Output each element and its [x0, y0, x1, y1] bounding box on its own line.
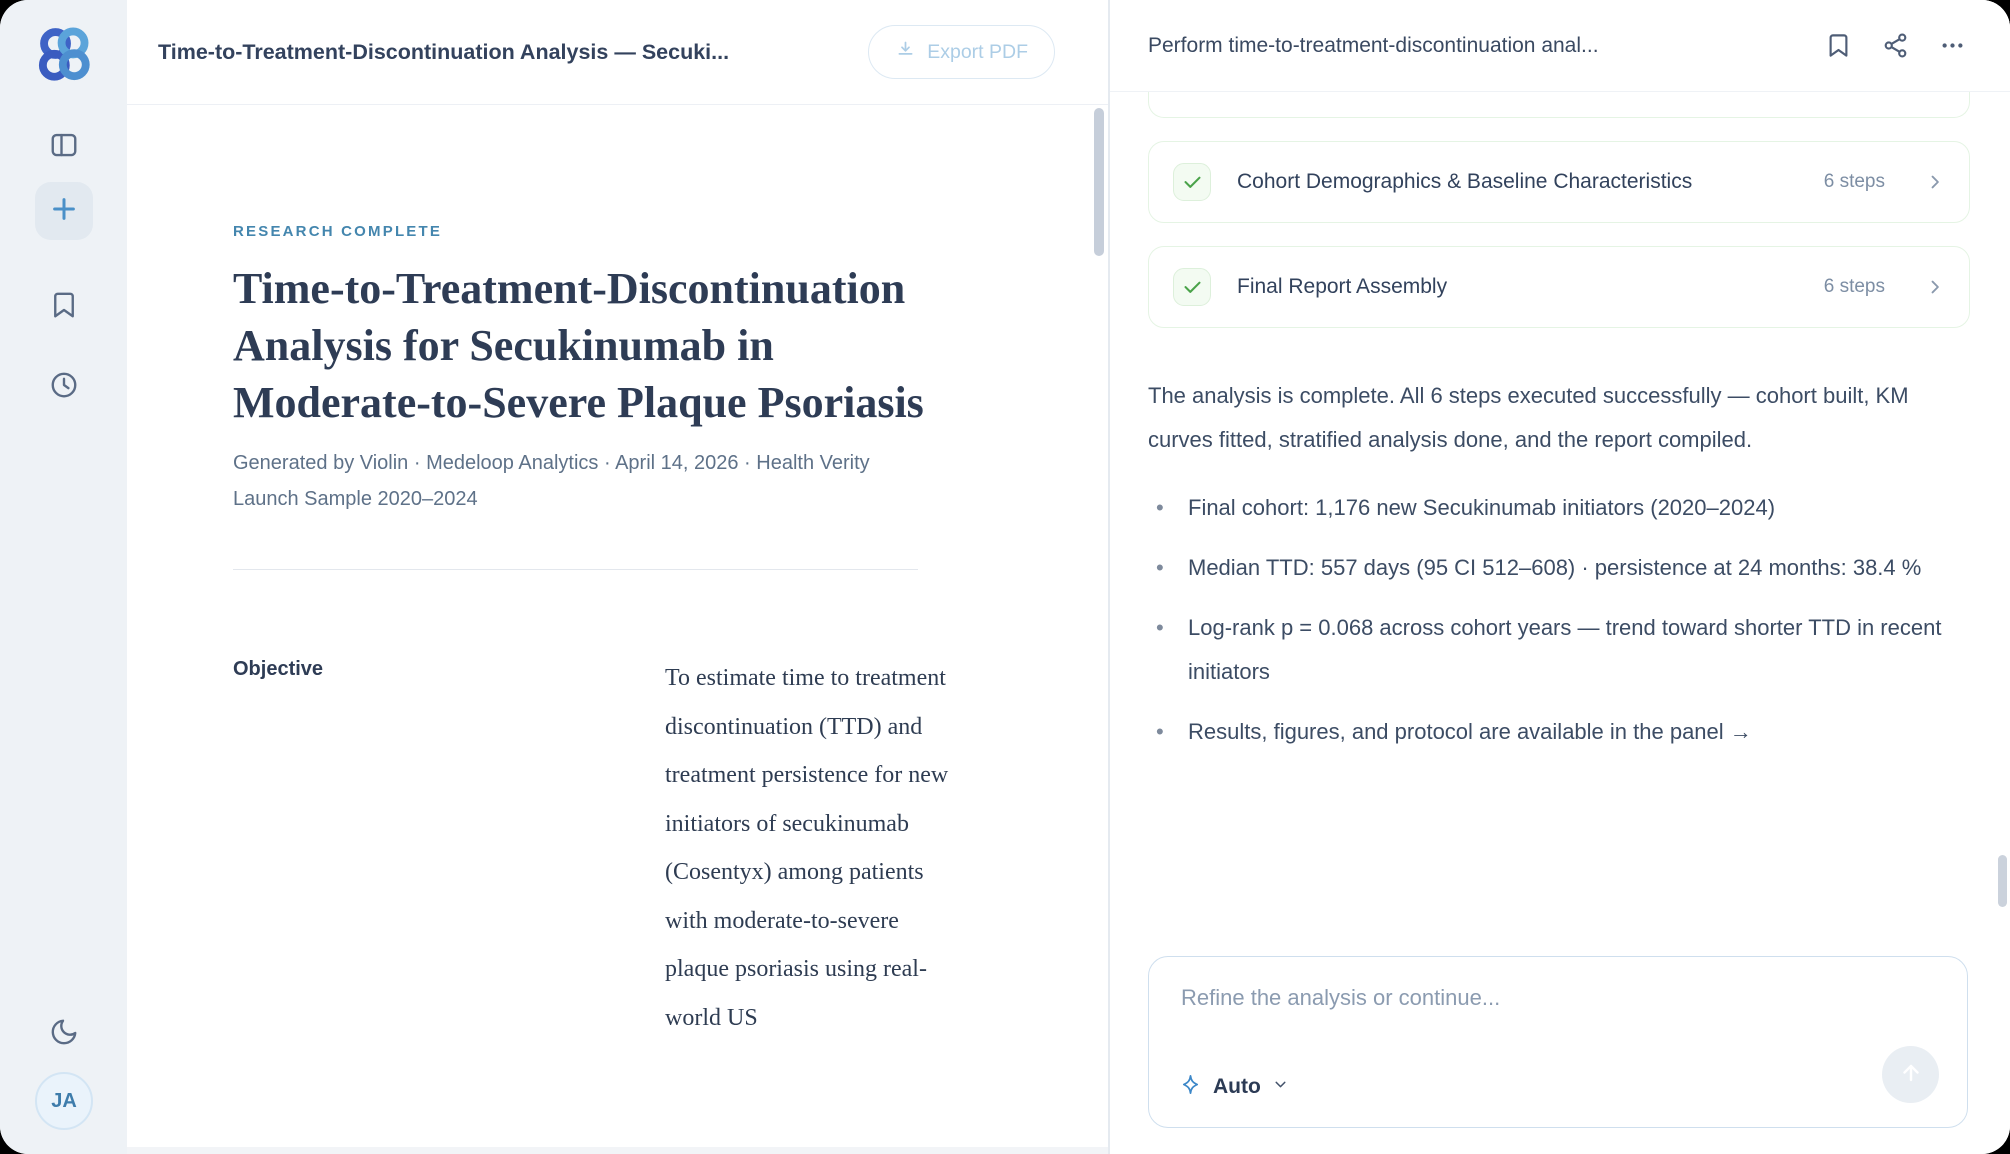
panel-divider — [1108, 0, 1110, 1154]
list-item: • Log-rank p = 0.068 across cohort years — trend toward shorter TTD in recent initiators — [1148, 606, 1970, 694]
list-item: • Final cohort: 1,176 new Secukinumab initiators (2020–2024) — [1148, 486, 1970, 530]
send-button[interactable] — [1882, 1046, 1939, 1103]
clock-icon — [49, 370, 79, 405]
doc-panel — [127, 0, 1108, 1154]
ellipsis-icon — [1939, 46, 1966, 63]
plus-icon — [49, 194, 79, 229]
chat-header — [1110, 0, 2010, 92]
report-byline: Generated by Violin · Medeloop Analytics · April 14, 2026 · Health Verity Launch Sample 2020–2024 — [233, 452, 870, 510]
doc-title: Time-to-Treatment-Discontinuation Analysis — Secuki... — [158, 39, 730, 64]
list-item: • Results, figures, and protocol are available in the panel → — [1148, 710, 1970, 754]
new-research-button[interactable] — [35, 182, 93, 240]
check-icon — [1173, 163, 1211, 201]
report-document — [127, 105, 1108, 1147]
download-icon — [895, 39, 916, 66]
task-title: Cohort Demographics & Baseline Characteristics — [1237, 170, 1693, 193]
section-label: Objective — [233, 658, 324, 680]
sidebar-toggle-button[interactable] — [35, 118, 93, 176]
composer-input[interactable] — [1181, 985, 1857, 1043]
chevron-down-icon — [1272, 1076, 1289, 1098]
task-title: Final Report Assembly — [1237, 275, 1448, 298]
chat-header-title: Perform time-to-treatment-discontinuation anal... — [1148, 33, 1599, 57]
sidebar-item-history[interactable] — [35, 358, 93, 416]
share-button[interactable] — [1882, 32, 1909, 59]
chevron-right-icon — [1925, 172, 1945, 192]
model-selector-label: Auto — [1213, 1075, 1261, 1098]
section-text: To estimate time to treatment discontinuation (TTD) and treatment persistence for new initiators of secukinumab (Cosentyx) among patients with moderate-to-severe plaque psoriasis using real-world US — [665, 665, 949, 1031]
more-button[interactable] — [1939, 32, 1966, 59]
task-card[interactable] — [1148, 141, 1970, 223]
doc-bottom-edge — [127, 1147, 1108, 1154]
analysis-summary: The analysis is complete. All 6 steps executed successfully — cohort built, KM curves fitted, stratified analysis done, and the report compiled. — [1148, 383, 1909, 452]
check-icon — [1173, 268, 1211, 306]
sidebar — [0, 0, 127, 1154]
bookmark-button[interactable] — [1825, 32, 1852, 59]
doc-header — [127, 0, 1108, 105]
chevron-right-icon — [1925, 277, 1945, 297]
sidebar-item-bookmarks[interactable] — [35, 278, 93, 336]
export-pdf-label: Export PDF — [927, 40, 1028, 63]
bookmark-icon — [49, 290, 79, 325]
task-card-partial[interactable] — [1148, 92, 1970, 118]
sparkle-icon — [1179, 1073, 1202, 1101]
task-card[interactable] — [1148, 246, 1970, 328]
doc-scrollbar-thumb[interactable] — [1094, 108, 1104, 256]
panel-left-icon — [49, 130, 79, 165]
export-pdf-button[interactable] — [868, 25, 1055, 79]
task-steps: 6 steps — [1823, 171, 1885, 192]
model-selector[interactable] — [1179, 1073, 1289, 1101]
chat-scrollbar-thumb[interactable] — [1998, 855, 2007, 907]
arrow-up-icon — [1899, 1061, 1923, 1088]
section-divider — [233, 569, 918, 570]
dark-mode-toggle[interactable] — [35, 1005, 93, 1063]
bookmark-icon — [1825, 46, 1852, 63]
moon-icon — [49, 1017, 79, 1052]
chat-scroll-area — [1148, 92, 1970, 1154]
chat-panel — [1110, 0, 2010, 1154]
report-title: Time-to-Treatment-Discontinuation Analysis for Secukinumab in Moderate-to-Severe Plaque Psoriasis — [233, 264, 924, 427]
objective-section — [233, 654, 1108, 1042]
task-steps: 6 steps — [1823, 276, 1885, 297]
share-icon — [1882, 46, 1909, 63]
result-bullets — [1148, 486, 1970, 754]
research-status-label: RESEARCH COMPLETE — [233, 223, 443, 240]
list-item: • Median TTD: 557 days (95 CI 512–608) · persistence at 24 months: 38.4 % — [1148, 546, 1970, 590]
app-logo-icon[interactable] — [35, 26, 93, 84]
composer — [1148, 956, 1968, 1128]
user-avatar[interactable]: JA — [35, 1072, 93, 1130]
